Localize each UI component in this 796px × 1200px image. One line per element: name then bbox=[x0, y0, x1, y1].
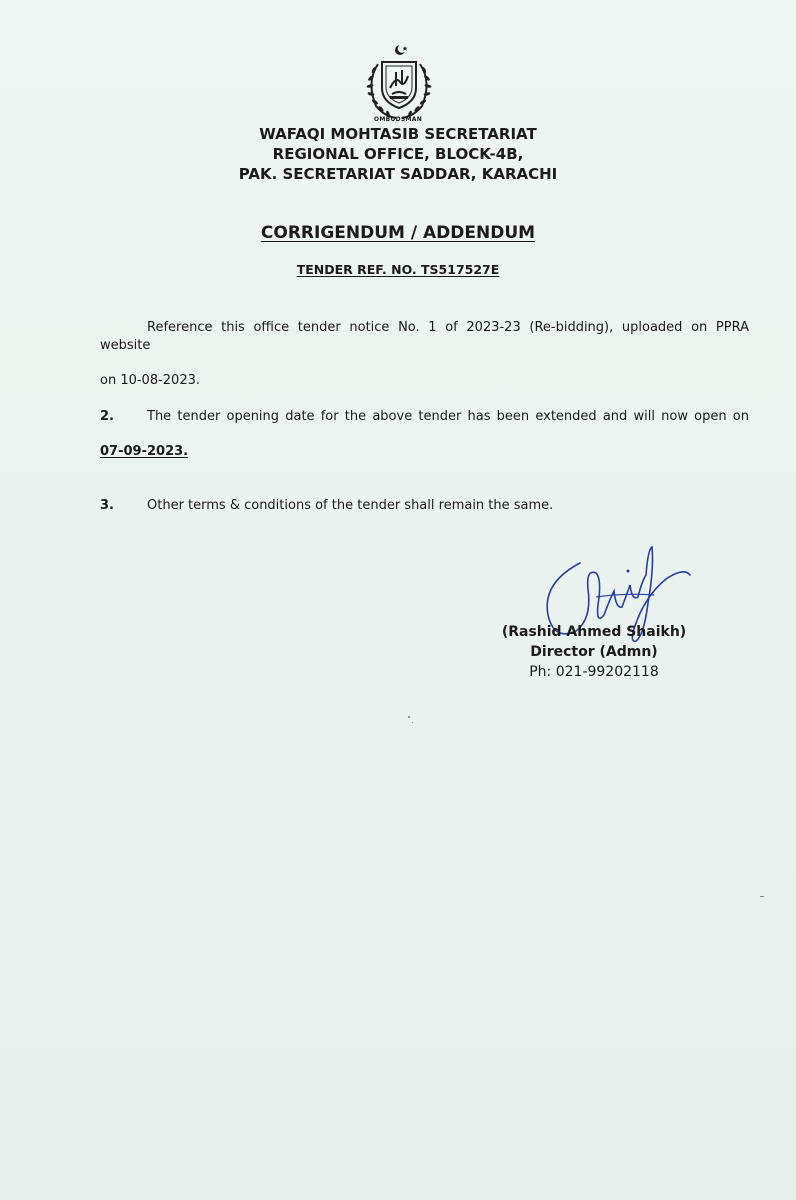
ombudsman-emblem-icon bbox=[356, 42, 442, 122]
document-title: CORRIGENDUM / ADDENDUM bbox=[260, 223, 536, 243]
signatory-name: (Rashid Ahmed Shaikh) bbox=[501, 624, 687, 640]
scan-speck bbox=[412, 722, 413, 723]
org-name: WAFAQI MOHTASIB SECRETARIAT bbox=[259, 125, 537, 143]
paragraph-1 bbox=[100, 319, 749, 390]
paragraph-3 bbox=[100, 497, 749, 515]
paragraph-3-number: 3. bbox=[100, 498, 114, 513]
org-address-line1: REGIONAL OFFICE, BLOCK-4B, bbox=[272, 145, 524, 163]
scan-speck bbox=[408, 716, 410, 718]
paragraph-3-text: Other terms & conditions of the tender shall remain the same. bbox=[147, 498, 554, 513]
signatory-phone: Ph: 021-99202118 bbox=[529, 664, 659, 680]
emblem-caption: OMBUDSMAN bbox=[373, 116, 423, 123]
paragraph-2-text: The tender opening date for the above tender has been extended and will now open on bbox=[147, 409, 749, 424]
paragraph-2-number: 2. bbox=[100, 409, 114, 424]
paragraph-1-line2: on 10-08-2023. bbox=[100, 373, 201, 388]
tender-reference: TENDER REF. NO. TS517527E bbox=[296, 262, 500, 277]
paragraph-1-line1: Reference this office tender notice No. 1 of 2023-23 (Re-bidding), uploaded on PPRA website bbox=[100, 320, 749, 353]
scan-speck bbox=[760, 896, 764, 897]
signatory-designation: Director (Admn) bbox=[530, 644, 658, 660]
paragraph-2 bbox=[100, 408, 749, 461]
org-address-line2: PAK. SECRETARIAT SADDAR, KARACHI bbox=[238, 165, 558, 183]
paragraph-2-line1 bbox=[100, 408, 749, 426]
tender-opening-date: 07-09-2023. bbox=[100, 444, 189, 459]
